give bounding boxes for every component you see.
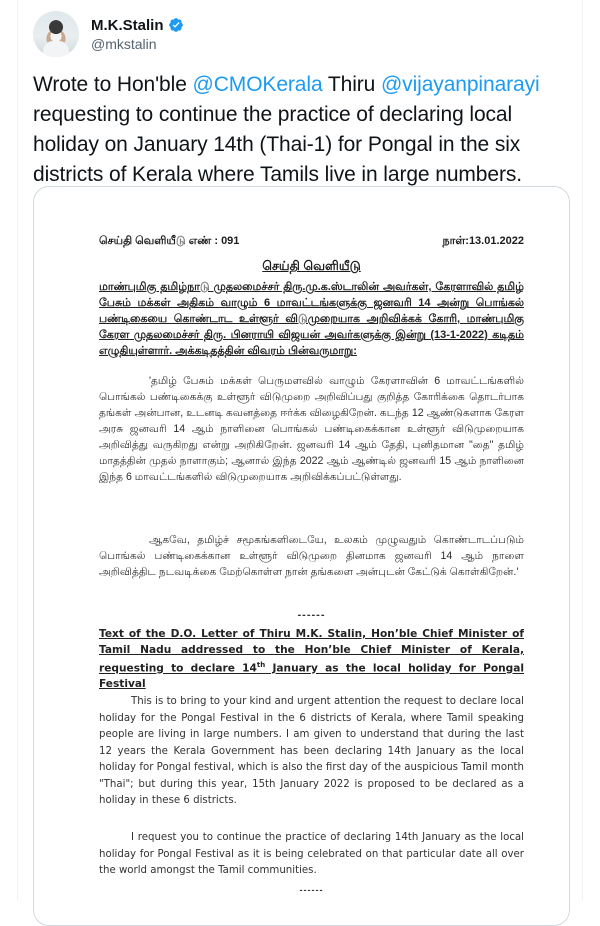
author-names [91,17,184,52]
tweet-text-part: requesting to continue the practice of declaring local holiday on January 14th (Thai-1) for Pongal in the six districts of Kerala where Tamils live in large numbers. [33,103,522,186]
attached-image[interactable] [33,186,570,926]
tweet-text-part: Wrote to Hon'ble [33,73,193,96]
user-handle[interactable]: @mkstalin [91,35,157,52]
tamil-paragraph-2: ஆகவே, தமிழ்ச் சமூகங்களிடையே, உலகம் முழுவதும் கொண்டாடப்படும் பொங்கல் பண்டிகைக்கான உள்ளூர் விடுமுறை தினமாக ஜனவரி 14 ஆம் நாளை அறிவித்திட நடவடிக்கை மேற்கொள்ள நான் தங்களை அன்புடன் கேட்டுக் கொள்கிறேன்.' [99,534,524,578]
tweet-header [33,10,184,58]
name-row [91,17,184,34]
avatar-figure [43,41,69,57]
english-title [99,627,524,693]
document-meta [99,235,524,249]
separator: ------ [299,885,324,895]
avatar[interactable] [33,11,79,57]
english-paragraph-1: This is to bring to your kind and urgent attention the request to declare local holiday for the Pongal Festival in the 6 districts of Kerala, where Tamil speaking people are living in large numbers. I am given to understand that during the last 12 years the Kerala Government has been declaring 14th January as the local holiday for Pongal festival, which is also the first day of the auspicious Tamil month "Thai"; but during this year, 15th January 2022 is proposed to be declared as a holiday in these 6 districts. [99,696,524,806]
display-name[interactable]: M.K.Stalin [91,16,164,34]
tamil-quote: 'தமிழ் பேசும் மக்கள் பெருமளவில் வாழும் கேரளாவின் 6 மாவட்டங்களில் பொங்கல் பண்டிகைக்கு உள்ளூர் விடுமுறை அறிவிப்பது குறித்த கோரிக்கை தொடர்பாக தங்கள் அன்பான, உடனடி கவனத்தை ஈர்க்க விழைகிறேன். கடந்த 12 ஆண்டுகளாக கேரள அரசு ஜனவரி 14 ஆம் நாளினை பொங்கல் பண்டிகைக்கான உள்ளூர் விடுமுறையாக அறிவித்து வருகிறது என்று அறிகிறேன். ஜனவரி 14 ஆம் தேதி, புனிதமான "தை" தமிழ் மாதத்தின் முதல் நாளாகும்; ஆனால் இந்த 2022 ஆம் ஆண்டில் ஜனவரி 15 ஆம் நாளினை இந்த 6 மாவட்டங்களில் விடுமுறையாக அறிவிக்கப்பட்டுள்ளது. [99,375,524,483]
tweet-text-part: Thiru [322,73,381,96]
mention-cmokerala[interactable]: @CMOKerala [192,73,323,96]
english-paragraph-2: I request you to continue the practice of declaring 14th January as the local holiday for Pongal Festival as it is being celebrated on that particular date all over the world amongst the Tamil communities. [99,832,524,876]
release-date: நாள்:13.01.2022 [442,235,524,247]
tamil-intro: மாண்புமிகு தமிழ்நாடு முதலமைச்சர் திரு.மு.க.ஸ்டாலின் அவர்கள், கேரளாவில் தமிழ் பேசும் மக்கள் அதிகம் வாழும் 6 மாவட்டங்களுக்கு ஜனவரி 14 அன்று பொங்கல் பண்டிகையை கொண்டாட உள்ளூர் விடுமுறையாக அறிவிக்கக் கோரி, மாண்புமிகு கேரள முதலமைச்சர் திரு. பினராயி விஜயன் அவர்களுக்கு இன்று (13-1-2022) கடிதம் எழுதியுள்ளார். அக்கடிதத்தின் விவரம் பின்வருமாறு: [99,281,524,357]
document-title: செய்தி வெளியீடு [262,259,361,273]
separator: ------ [297,609,326,621]
release-number: செய்தி வெளியீடு எண் : 091 [99,235,240,247]
tweet-text [33,70,573,190]
english-title-sup: th [256,661,266,669]
mention-vijayanpinarayi[interactable]: @vijayanpinarayi [380,73,540,96]
english-title-a: Text of the D.O. Letter of Thiru M.K. Stalin, Hon’ble Chief Minister of Tamil Nadu addressed to the Hon’ble Chief Minister of Kerala, requesting to declare 14 [99,628,524,675]
english-title-b: January as the local holiday for Pongal Festival [99,662,525,691]
verified-badge-icon [168,17,184,33]
